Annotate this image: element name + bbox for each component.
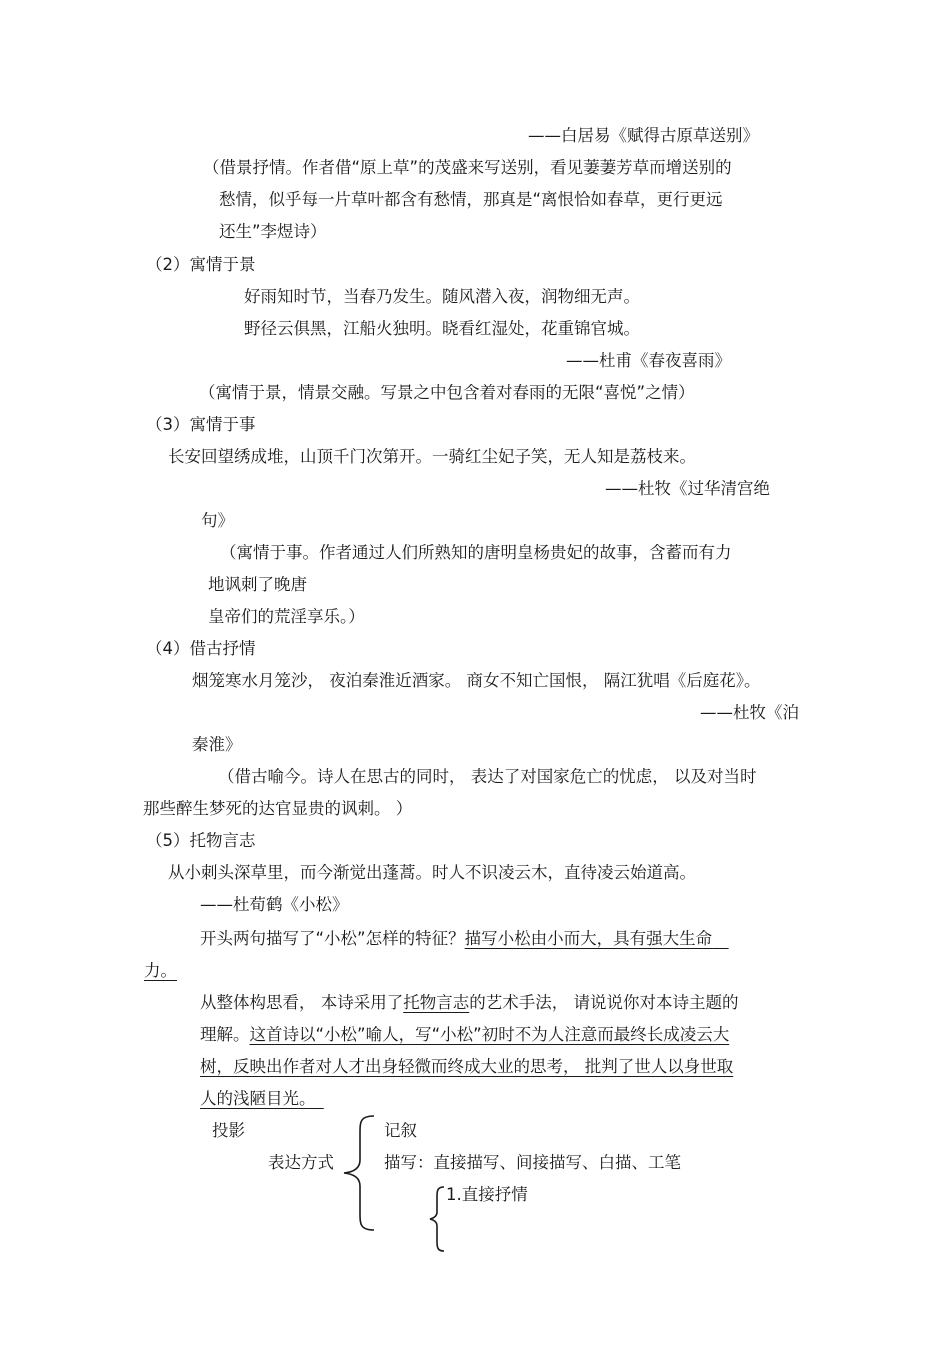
section-heading-4: （4）借古抒情 xyxy=(146,639,256,658)
question-2-answer-3-wrap xyxy=(200,1088,324,1110)
note-3-line-3: 皇帝们的荒淫享乐。） xyxy=(208,607,365,626)
attribution-dumu-1-cont: 句》 xyxy=(201,511,234,530)
question-2-line-2 xyxy=(200,1024,729,1046)
poem-4: 烟笼寒水月笼沙， 夜泊秦淮近酒家。 商女不知亡国恨， 隔江犹唱《后庭花》。 xyxy=(192,671,761,690)
diagram-sub-direct-lyric: 1.直接抒情 xyxy=(446,1185,528,1204)
poem-3: 长安回望绣成堆，山顶千门次第开。一骑红尘妃子笑，无人知是荔枝来。 xyxy=(168,447,696,466)
attribution-dumu-2-cont: 秦淮》 xyxy=(192,735,242,754)
attribution-baijuyi: ——白居易《赋得古原草送别》 xyxy=(528,126,759,145)
question-1 xyxy=(200,928,729,950)
question-2-prompt-b: 的艺术手法， 请说说你对本诗主题的 xyxy=(469,993,739,1012)
note-4-line-1: （借古喻今。诗人在思古的同时， 表达了对国家危亡的忧虑， 以及对当时 xyxy=(218,767,757,786)
question-2-line-1 xyxy=(200,992,739,1014)
poem-line-1: 好雨知时节，当春乃发生。随风潜入夜，润物细无声。 xyxy=(244,287,640,306)
question-2-answer-2: 树，反映出作者对人才出身轻微而终成大业的思考， 批判了世人以身世取 xyxy=(200,1057,734,1076)
diagram-root-label: 表达方式 xyxy=(268,1153,334,1172)
note-line-1: （借景抒情。作者借“原上草”的茂盛来写送别，看见萋萋芳草而增送别的 xyxy=(203,158,732,177)
poem-5: 从小刺头深草里，而今渐觉出蓬蒿。时人不识凌云木，直待凌云始道高。 xyxy=(168,863,696,882)
note-line-2: 愁情，似乎每一片草叶都含有愁情，那真是“离恨恰如春草，更行更远 xyxy=(219,190,723,209)
question-1-answer: 描写小松由小而大，具有强大生命 xyxy=(464,929,713,948)
note-4-line-2: 那些醉生梦死的达官显贵的讽刺。 ） xyxy=(143,799,413,818)
question-1-answer-cont: 力。 xyxy=(144,961,177,980)
diagram-branch-narration: 记叙 xyxy=(384,1121,417,1140)
section-heading-3: （3）寓情于事 xyxy=(146,415,256,434)
question-2-technique: 托物言志 xyxy=(403,993,470,1012)
left-brace-large xyxy=(338,1112,378,1234)
attribution-dumu-2: ——杜牧《泊 xyxy=(700,703,799,722)
question-2-prompt-a: 从整体构思看， 本诗采用了 xyxy=(200,993,404,1012)
note-2: （寓情于景，情景交融。写景之中包含着对春雨的无限“喜悦”之情） xyxy=(199,383,695,402)
section-heading-2: （2）寓情于景 xyxy=(146,255,256,274)
attribution-duxunhe: ——杜荀鹤《小松》 xyxy=(200,895,349,914)
projection-label: 投影 xyxy=(212,1121,245,1140)
attribution-dumu-1: ——杜牧《过华清宫绝 xyxy=(605,479,770,498)
poem-line-2: 野径云俱黑，江船火独明。晓看红湿处，花重锦官城。 xyxy=(244,319,640,338)
question-2-prompt-c: 理解。 xyxy=(200,1025,250,1044)
note-3-line-2: 地讽刺了晚唐 xyxy=(208,575,307,594)
diagram-branch-description: 描写：直接描写、间接描写、白描、工笔 xyxy=(384,1153,681,1172)
note-3-line-1: （寓情于事。作者通过人们所熟知的唐明皇杨贵妃的故事，含蓄而有力 xyxy=(220,543,732,562)
note-line-3: 还生”李煜诗） xyxy=(219,222,327,241)
left-brace-small xyxy=(426,1184,448,1254)
attribution-dufu: ——杜甫《春夜喜雨》 xyxy=(566,351,731,370)
section-heading-5: （5）托物言志 xyxy=(146,831,256,850)
question-2-answer-3: 人的浅陋目光。 xyxy=(200,1089,308,1108)
question-2-answer-1: 这首诗以“小松”喻人，写“小松”初时不为人注意而最终长成凌云大 xyxy=(249,1025,730,1044)
question-1-prompt: 开头两句描写了“小松”怎样的特征？ xyxy=(200,929,465,948)
